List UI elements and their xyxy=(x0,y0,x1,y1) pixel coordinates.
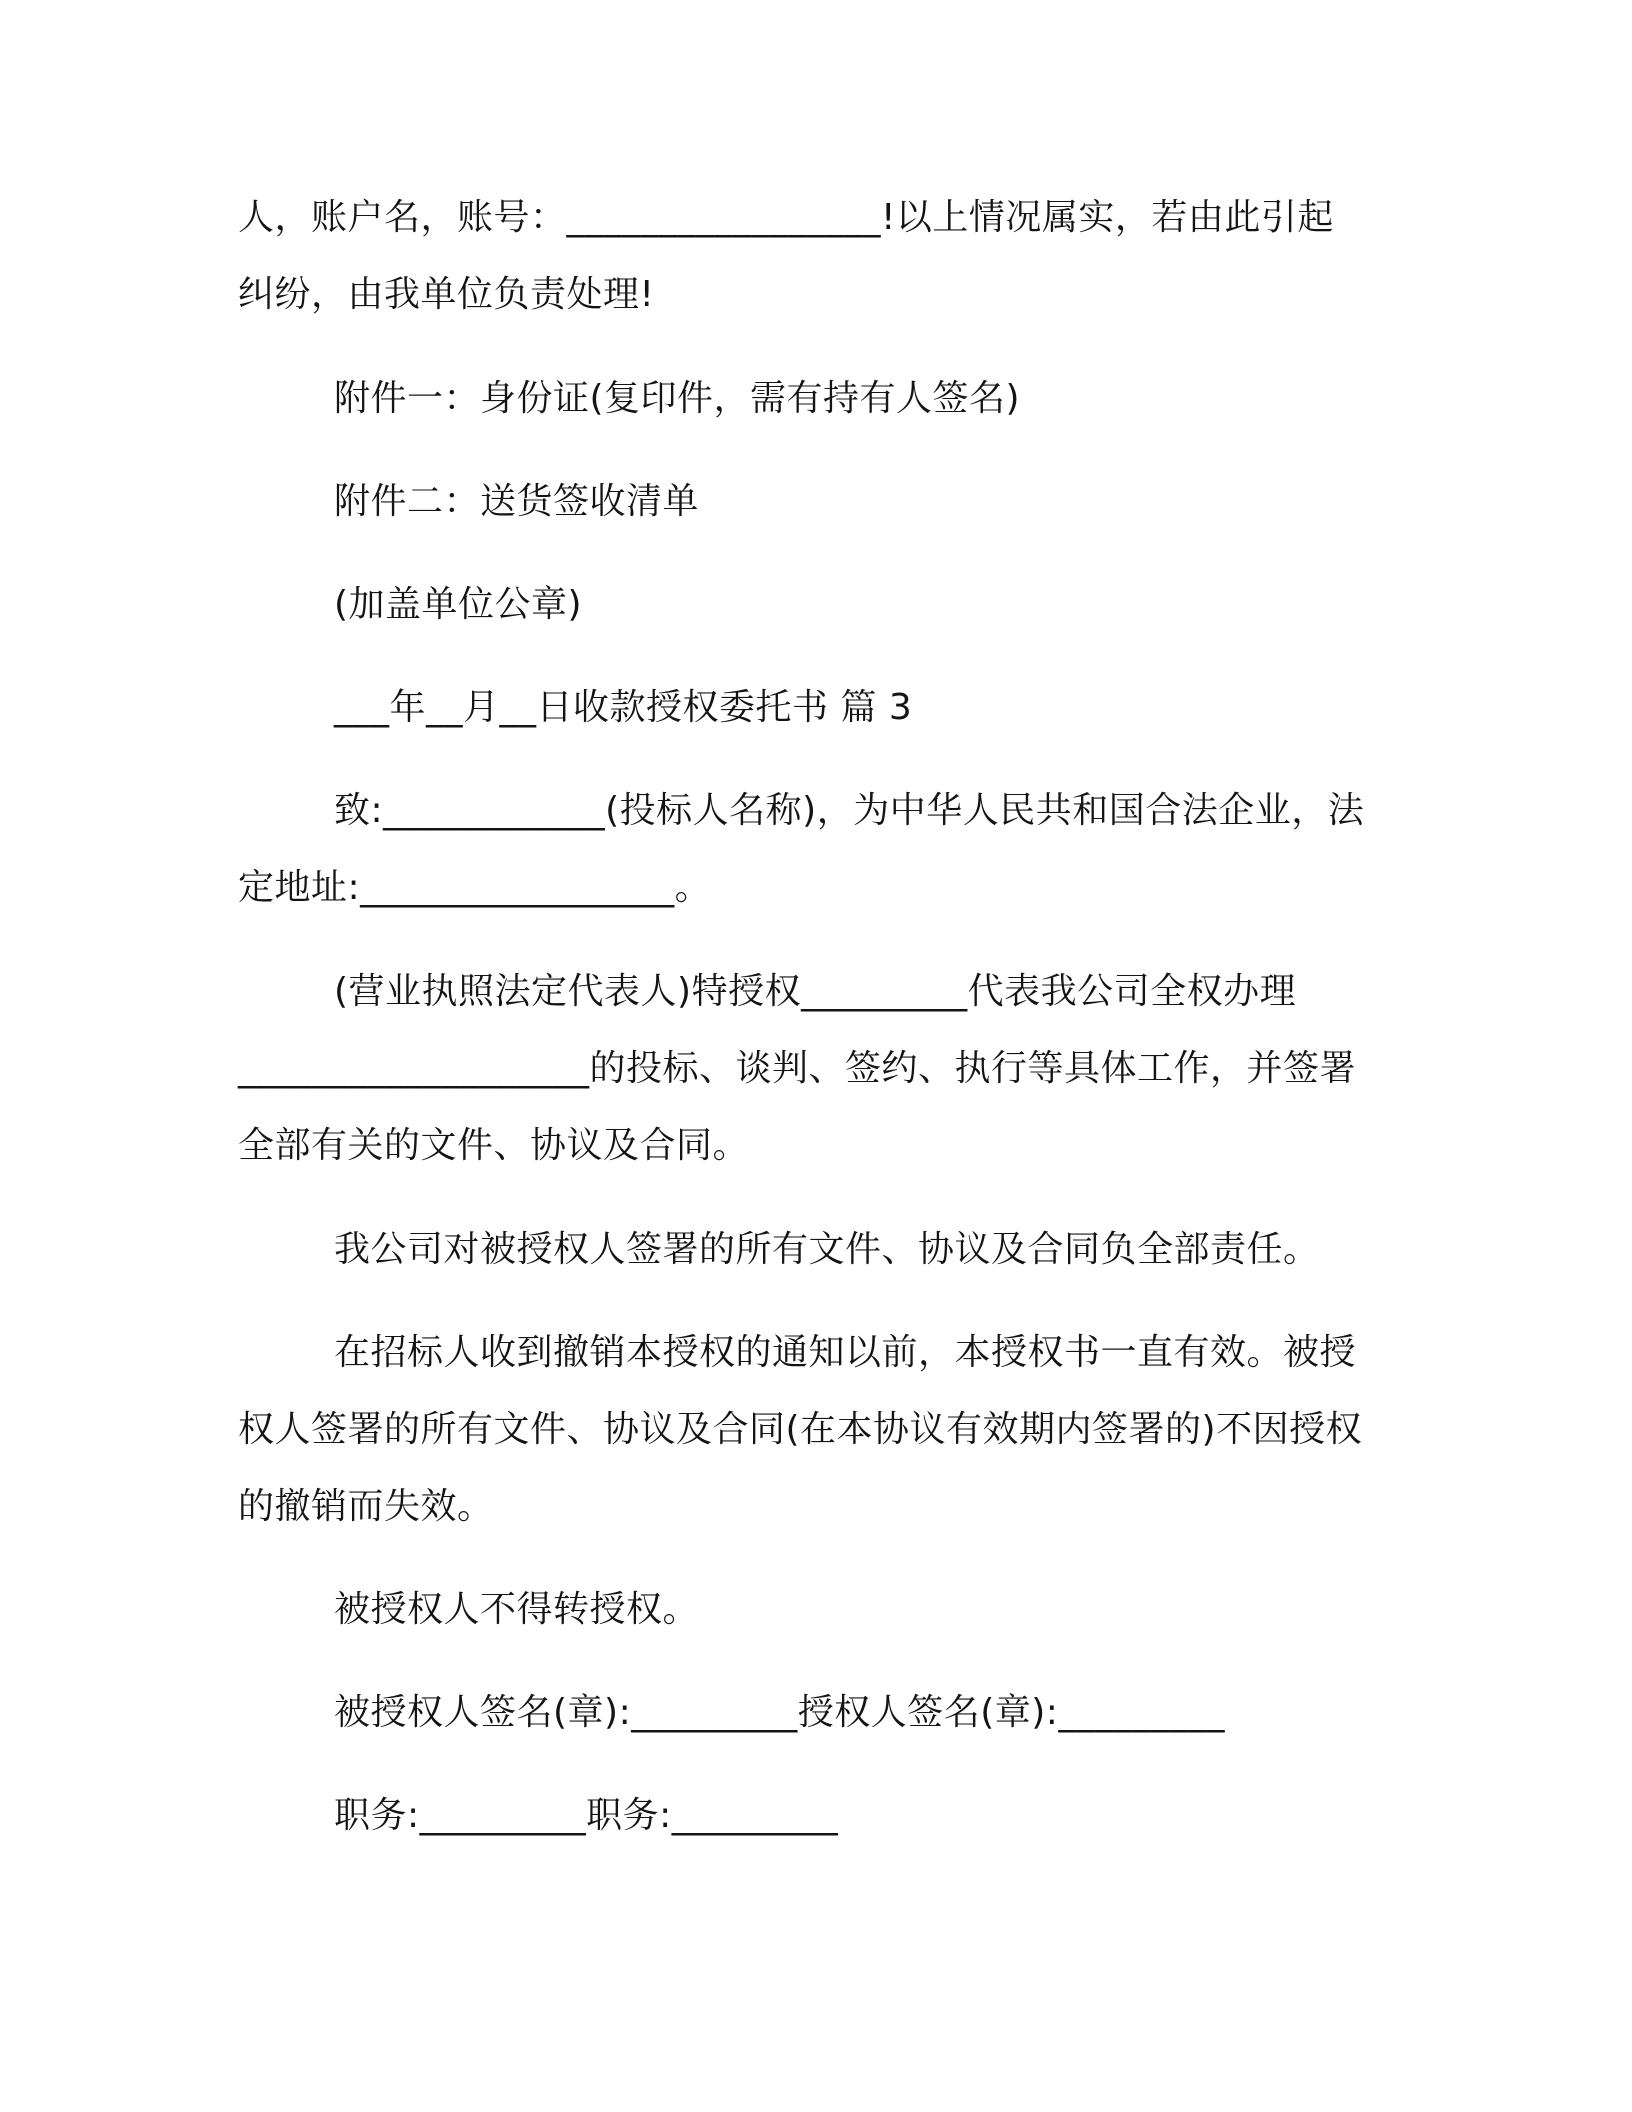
validity-line-3: 的撤销而失效。 xyxy=(238,1486,494,1527)
validity-line-2: 权人签署的所有文件、协议及合同(在本协议有效期内签署的)不因授权 xyxy=(238,1409,1363,1450)
paragraph-dispute-line: 纠纷，由我单位负责处理! xyxy=(238,274,655,315)
position-line: 职务:_________职务:_________ xyxy=(334,1795,839,1836)
authorization-line-1: (营业执照法定代表人)特授权_________代表我公司全权办理 xyxy=(334,971,1297,1012)
authorization-line-2: ___________________的投标、谈判、签约、执行等具体工作，并签署 xyxy=(238,1048,1357,1089)
responsibility-line: 我公司对被授权人签署的所有文件、协议及合同负全部责任。 xyxy=(334,1229,1320,1270)
authorization-line-3: 全部有关的文件、协议及合同。 xyxy=(238,1125,750,1166)
section-title-date: ___年__月__日收款授权委托书 篇 3 xyxy=(334,687,913,728)
attachment-two: 附件二：送货签收清单 xyxy=(334,481,700,522)
no-sub-authorization-line: 被授权人不得转授权。 xyxy=(334,1589,700,1630)
signature-line: 被授权人签名(章):_________授权人签名(章):_________ xyxy=(334,1692,1225,1733)
legal-address-line: 定地址:_________________。 xyxy=(238,867,712,908)
company-seal-note: (加盖单位公章) xyxy=(334,584,583,625)
paragraph-account-line: 人，账户名，账号：_________________!以上情况属实，若由此引起 xyxy=(238,197,1334,238)
attachment-one: 附件一：身份证(复印件，需有持有人签名) xyxy=(334,378,1021,419)
addressee-line: 致:____________(投标人名称)，为中华人民共和国合法企业，法 xyxy=(334,790,1365,831)
validity-line-1: 在招标人收到撤销本授权的通知以前，本授权书一直有效。被授 xyxy=(334,1332,1357,1373)
